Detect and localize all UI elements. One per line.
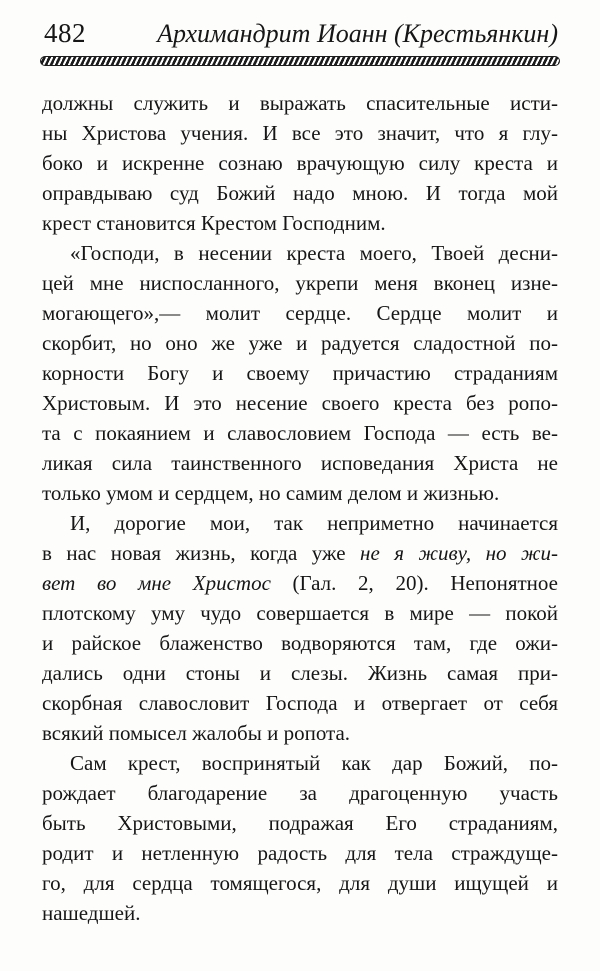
text-line: нашедшей. <box>42 901 141 925</box>
text-line: Христовым. И это несение своего креста без ропо- <box>42 391 558 415</box>
page-number: 482 <box>44 18 86 48</box>
text-line: могающего»,— молит сердце. Сердце молит и <box>42 301 558 325</box>
text-line: боко и искренне сознаю врачующую силу креста и <box>42 151 558 175</box>
text-line: «Господи, в несении креста моего, Твоей десни- <box>70 241 558 265</box>
text-line: корности Богу и своему причастию страданиям <box>42 361 558 385</box>
text-line: та с покаянием и славословием Господа — есть ве- <box>42 421 558 445</box>
page-header <box>0 0 600 49</box>
page-body <box>0 66 600 928</box>
text-line: в нас новая жизнь, когда уже не я живу, но жи- <box>42 541 559 565</box>
text-line: оправдываю суд Божий надо мною. И тогда мой <box>42 181 558 205</box>
text-line: го, для сердца томящегося, для души ищущей и <box>42 871 558 895</box>
text-line: Сам крест, воспринятый как дар Божий, по- <box>70 751 558 775</box>
text-line: дались одни стоны и слезы. Жизнь самая при- <box>42 661 558 685</box>
text-line: скорбит, но оно же уже и радуется сладостной по- <box>42 331 558 355</box>
text-line: быть Христовыми, подражая Его страданиям, <box>42 811 558 835</box>
text-line: И, дорогие мои, так неприметно начинается <box>70 511 558 535</box>
text-line: должны служить и выражать спасительные исти- <box>42 91 558 115</box>
text-line: ны Христова учения. И все это значит, что я глу- <box>42 121 558 145</box>
text-line: только умом и сердцем, но самим делом и жизнью. <box>42 481 500 505</box>
text-line: и райское блаженство водворяются там, где ожи- <box>42 631 558 655</box>
text-line: рождает благодарение за драгоценную участь <box>42 781 558 805</box>
header-rule-ornament <box>40 56 560 66</box>
text-line: плотскому уму чудо совершается в мире — покой <box>42 601 558 625</box>
text-line: крест становится Крестом Господним. <box>42 211 386 235</box>
text-line: цей мне ниспосланного, укрепи меня вконец изне- <box>42 271 558 295</box>
text-line: всякий помысел жалобы и ропота. <box>42 721 351 745</box>
text-line: родит и нетленную радость для тела страждуще- <box>42 841 558 865</box>
text-line: вет во мне Христос (Гал. 2, 20). Непонятное <box>42 571 558 595</box>
text-line: скорбная славословит Господа и отвергает от себя <box>42 691 558 715</box>
running-title: Архимандрит Иоанн (Крестьянкин) <box>157 19 558 48</box>
text-line: ликая сила таинственного исповедания Христа не <box>42 451 558 475</box>
